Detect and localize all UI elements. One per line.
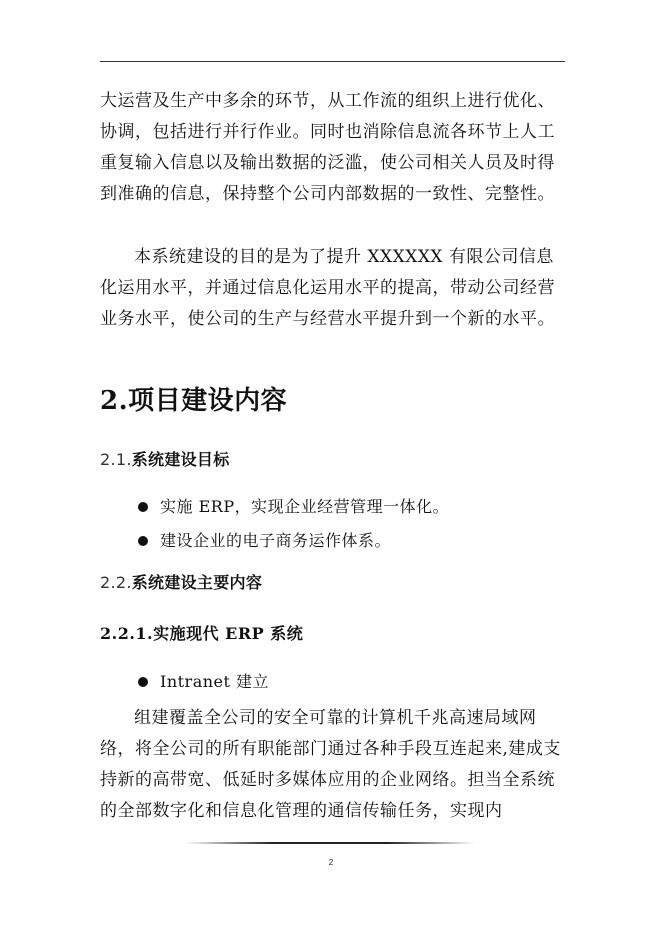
- footer-rule: [185, 842, 475, 844]
- body-paragraph: 组建覆盖全公司的安全可靠的计算机千兆高速局域网络，将全公司的所有职能部门通过各种手段互连起来,建成支持新的高带宽、低延时多媒体应用的企业网络。担当全系统的全部数字化和信息化管理的通信传输任务，实现内: [100, 708, 561, 821]
- section-heading: 2.项目建设内容: [100, 386, 288, 416]
- subsection-heading-contents: [100, 570, 262, 593]
- list-item-text: Intranet 建立: [160, 672, 270, 691]
- list-item: [134, 665, 269, 699]
- goals-bullet-list: [134, 490, 449, 558]
- subsection-heading-goals: [100, 447, 230, 470]
- bullet-icon: [138, 677, 148, 687]
- list-item-text: 建设企业的电子商务运作体系。: [160, 531, 392, 550]
- subsubsection-heading: 2.2.1.实施现代 ERP 系统: [100, 624, 304, 643]
- list-item-text: 实施 ERP，实现企业经营管理一体化。: [160, 497, 450, 516]
- header-rule: [100, 61, 565, 62]
- subsection-title: 系统建设目标: [131, 450, 230, 469]
- body-paragraph: 本系统建设的目的是为了提升 XXXXXX 有限公司信息化运用水平，并通过信息化运用水平的提高，带动公司经营业务水平，使公司的生产与经营水平提升到一个新的水平。: [100, 247, 555, 329]
- erp-bullet-list: [134, 665, 269, 699]
- page-number: 2: [328, 858, 334, 867]
- list-item: [134, 524, 449, 558]
- bullet-icon: [138, 536, 148, 546]
- body-paragraph: 大运营及生产中多余的环节，从工作流的组织上进行优化、协调，包括进行并行作业。同时也消除信息流各环节上人工重复输入信息以及输出数据的泛滥，使公司相关人员及时得到准确的信息，保持整个公司内部数据的一致性、完整性。: [100, 91, 555, 204]
- list-item: [134, 490, 449, 524]
- subsection-number: 2.1.: [100, 450, 132, 469]
- subsection-number: 2.2.: [100, 573, 132, 592]
- subsection-title: 系统建设主要内容: [131, 573, 263, 592]
- bullet-icon: [138, 502, 148, 512]
